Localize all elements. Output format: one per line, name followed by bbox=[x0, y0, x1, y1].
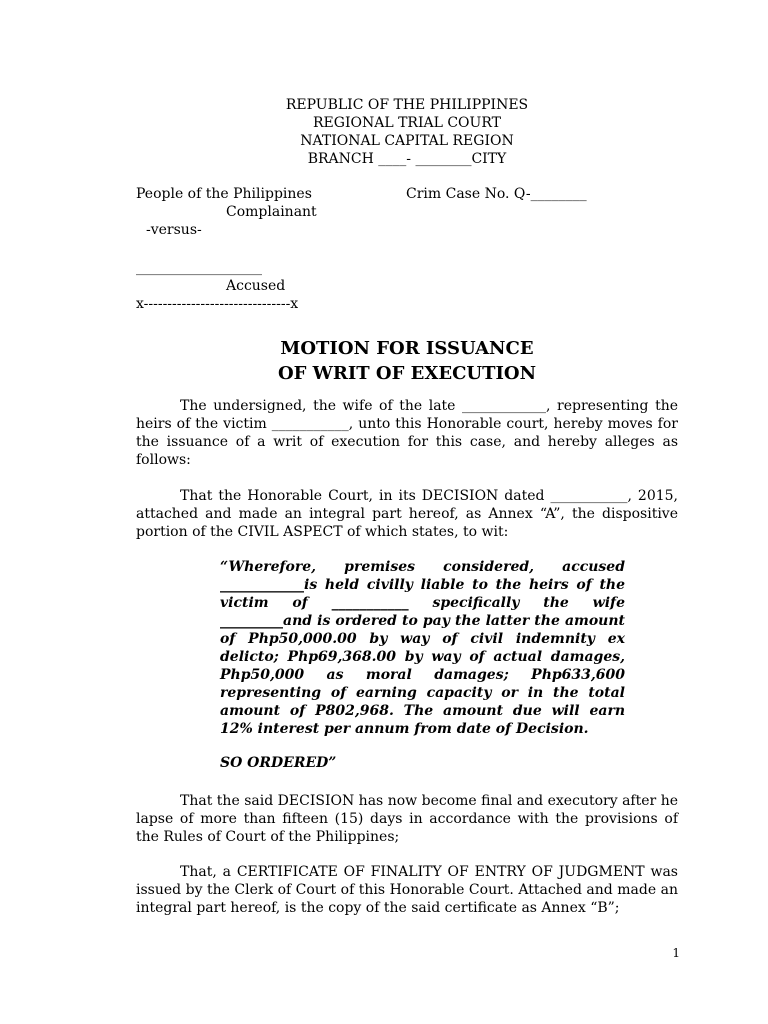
dispositive-quote: “Wherefore, premises considered, accused ____________is held civilly liable to the heirs of the victim of ___________ specifically the wife _________and is ordered to pay the latter the amount of Php50,000.00 by way of civil indemnity ex delicto; Php69,368.00 by way of actual damages, Php50,000 as moral damages; Php633,600 representing of earning capacity or in the total amount of P802,968. The amount due will earn 12% interest per annum from date of Decision. bbox=[220, 559, 625, 737]
motion-title bbox=[0, 336, 768, 386]
accused-blank: __________________ bbox=[136, 260, 262, 276]
paragraph-decision: That the Honorable Court, in its DECISION dated ___________, 2015, attached and made an integral part hereof, as Annex “A”, the dispositive portion of the CIVIL ASPECT of which states, to wit: bbox=[136, 488, 678, 540]
paragraph-intro: The undersigned, the wife of the late ____________, representing the heirs of the victim ___________, unto this Honorable court, hereby moves for the issuance of a writ of execution for this case, and hereby alleges as follows: bbox=[136, 398, 678, 468]
case-number: Crim Case No. Q-________ bbox=[406, 186, 587, 202]
header-republic: REPUBLIC OF THE PHILIPPINES bbox=[285, 97, 529, 113]
so-ordered: SO ORDERED” bbox=[220, 755, 337, 771]
paragraph-final: That the said DECISION has now become final and executory after he lapse of more than fifteen (15) days in accordance with the provisions of the Rules of Court of the Philippines; bbox=[136, 793, 678, 845]
header-branch: BRANCH ____- ________CITY bbox=[307, 151, 507, 167]
title-line-2: OF WRIT OF EXECUTION bbox=[277, 363, 537, 384]
court-header bbox=[0, 96, 768, 168]
case-caption bbox=[136, 185, 696, 313]
accused-label: Accused bbox=[226, 278, 286, 294]
caption-separator: x-------------------------------x bbox=[136, 296, 299, 312]
page-number: 1 bbox=[672, 946, 680, 960]
versus-label: -versus- bbox=[146, 222, 202, 238]
title-line-1: MOTION FOR ISSUANCE bbox=[280, 338, 534, 359]
header-region: NATIONAL CAPITAL REGION bbox=[300, 133, 514, 149]
paragraph-certificate: That, a CERTIFICATE OF FINALITY OF ENTRY OF JUDGMENT was issued by the Clerk of Court of this Honorable Court. Attached and made an integral part hereof, is the copy of the said certificate as Annex “B”; bbox=[136, 864, 678, 916]
complainant-label: Complainant bbox=[226, 204, 317, 220]
plaintiff-name: People of the Philippines bbox=[136, 186, 312, 202]
header-court: REGIONAL TRIAL COURT bbox=[313, 115, 501, 131]
